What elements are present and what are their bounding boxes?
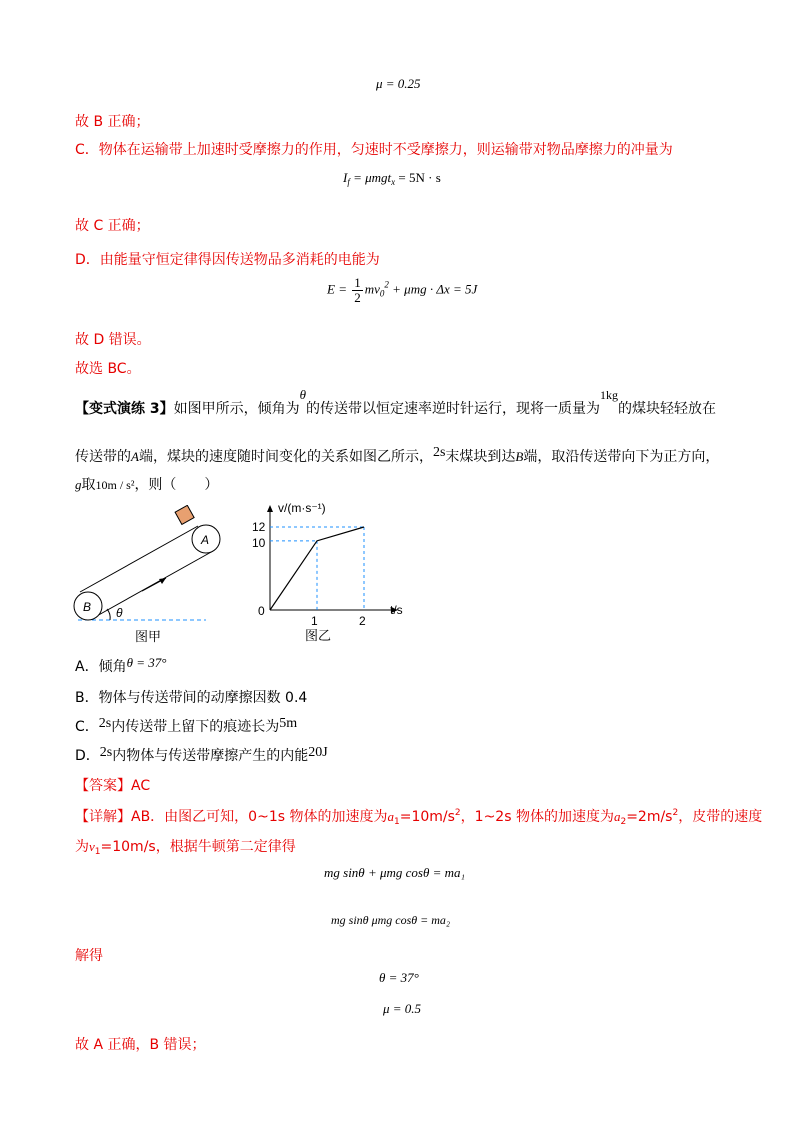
equation-newton-1: mg sinθ + μmg cosθ = ma₁ (324, 865, 466, 880)
ytick-12: 12 (252, 520, 266, 534)
option-b: B．物体与传送带间的动摩擦因数 0.4 (75, 690, 308, 706)
statement-b-correct: 故 B 正确； (75, 114, 150, 130)
guide-lines (270, 527, 364, 610)
answer-bc: 故选 BC。 (75, 361, 141, 377)
detail-line-2: 为$v_1=10m/s$，根据牛顿第二定律得 (75, 839, 296, 857)
answer-label: 【答案】AC (75, 778, 151, 794)
xtick-2: 2 (359, 614, 366, 628)
statement-c-correct: 故 C 正确； (75, 218, 150, 234)
angle-arc (107, 609, 110, 620)
figure-conveyor (60, 505, 240, 655)
statement-c: C．物体在运输带上加速时受摩擦力的作用，匀速时不受摩擦力，则运输带对物品摩擦力的冲量为 (75, 142, 673, 158)
equation-mu-025: μ = 0.25 (376, 76, 421, 91)
option-d: D．2s内物体与传送带摩擦产生的内能20J (75, 745, 328, 764)
label-b: B (83, 600, 92, 614)
equation-impulse: $I_f = \mu mgt_x = 5N \cdot s$ (343, 170, 441, 187)
problem-line-1: 【变式演练 3】如图甲所示，倾角为θ的传送带以恒定速率逆时针运行，现将一质量为1kg的煤块轻轻放在 (75, 387, 717, 417)
caption-yi: 图乙 (305, 628, 332, 643)
origin-label: 0 (258, 604, 265, 618)
xtick-1: 1 (311, 614, 318, 628)
option-c: C．2s内传送带上留下的痕迹长为5m (75, 716, 298, 735)
option-a: A．倾角θ = 37° (75, 655, 167, 675)
equation-energy: E = $\frac{1}{2}$ $mv_0^2 + \mu mg \cdot \Delta x = 5J$ (327, 275, 478, 305)
label-a: A (201, 533, 210, 547)
caption-jia: 图甲 (135, 629, 162, 644)
problem-line-3: g取10m / s²，则（ ） (75, 477, 219, 493)
equation-mu-05: μ = 0.5 (383, 1001, 422, 1016)
problem-line-2: 传送带的A端，煤块的速度随时间变化的关系如图乙所示，2s末煤块到达B端，取沿传送带向下为正方向， (75, 445, 720, 465)
final-statement: 故 A 正确，B 错误； (75, 1037, 206, 1053)
coal-block (175, 505, 194, 524)
statement-d: D．由能量守恒定律得因传送物品多消耗的电能为 (75, 252, 380, 268)
ytick-10: 10 (252, 536, 266, 550)
x-axis-label: t/s (390, 603, 403, 617)
belt-top-edge (80, 526, 198, 592)
y-axis-label: v/(m·s⁻¹) (278, 501, 326, 515)
detail-line-1: 【详解】AB．由图乙可知，0~1s 物体的加速度为$a_1=10m/s^2$，1~2s 物体的加速度为$a_2=2m/s^2$，皮带的速度 (75, 808, 763, 827)
figure-vt-graph (250, 500, 410, 655)
equation-theta: θ = 37° (379, 970, 419, 985)
equation-newton-2: mg sinθ μmg cosθ = ma₂ (331, 913, 451, 927)
statement-d-wrong: 故 D 错误。 (75, 332, 151, 348)
y-axis-arrow (267, 505, 273, 512)
solve-label: 解得 (75, 948, 103, 964)
label-theta: θ (116, 606, 123, 620)
